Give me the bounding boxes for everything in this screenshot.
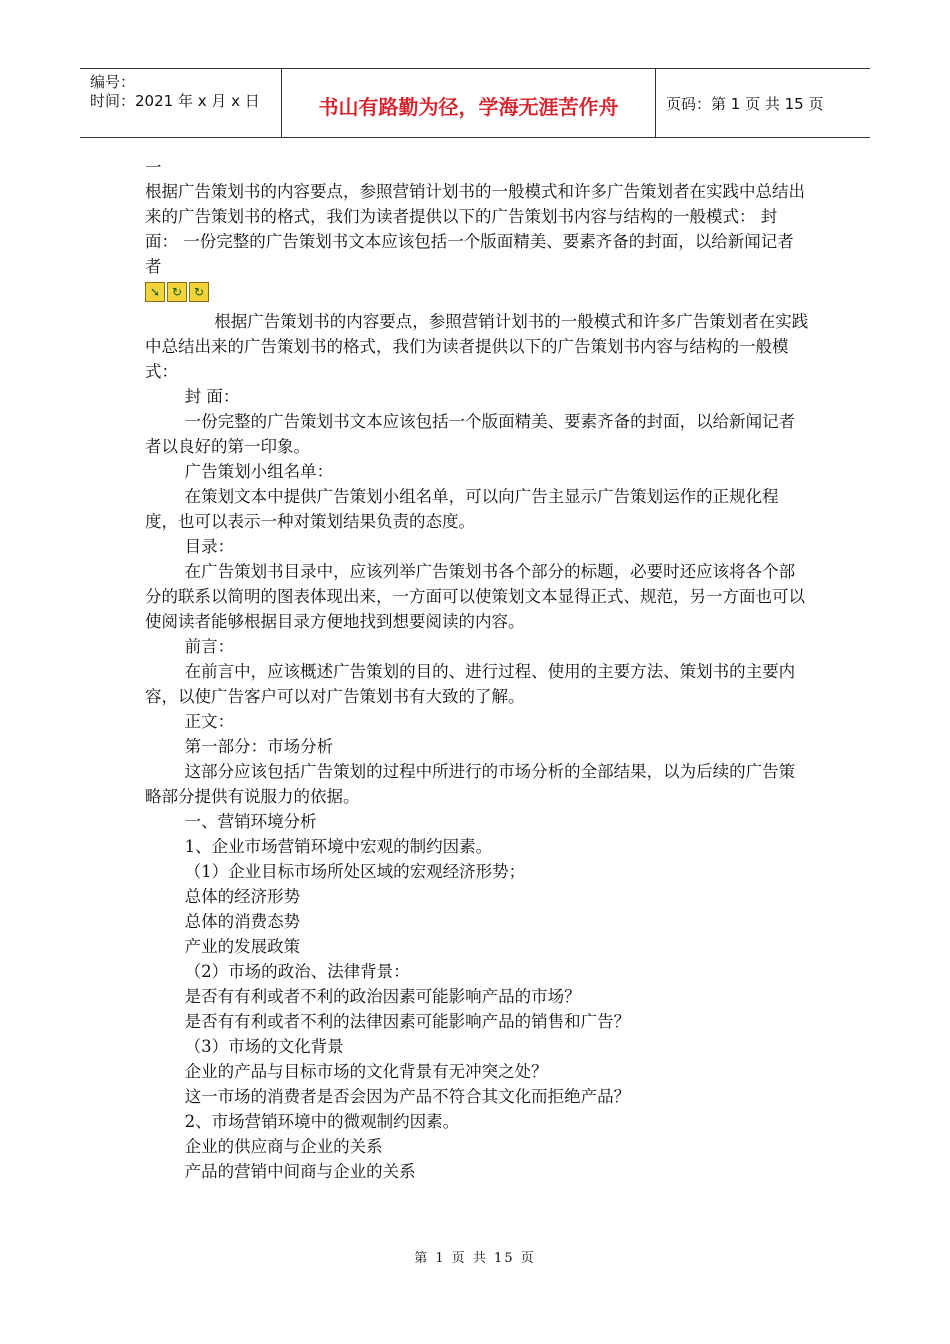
page-footer: 第 1 页 共 15 页: [414, 1251, 536, 1266]
icon-toolbar: [145, 281, 810, 303]
list-item: 这一市场的消费者是否会因为产品不符合其文化而拒绝产品？: [184, 1087, 631, 1106]
list-item: 产业的发展政策: [184, 937, 301, 956]
list-item: 一、营销环境分析: [184, 812, 317, 831]
document-time: 时间：2021 年 x 月 x 日: [90, 92, 260, 110]
paragraph-1: 根据广告策划书的内容要点，参照营销计划书的一般模式和许多广告策划者在实践中总结出来的广告策划书的格式，我们为读者提供以下的广告策划书内容与结构的一般模式：: [145, 312, 809, 381]
list-item: 企业的供应商与企业的关系: [184, 1137, 383, 1156]
list-item: 是否有有利或者不利的法律因素可能影响产品的销售和广告？: [184, 1012, 631, 1031]
arrow-icon[interactable]: ➘: [145, 282, 165, 302]
document-body: [145, 155, 810, 1184]
header-left: [90, 73, 280, 111]
part1-title: 第一部分：市场分析: [184, 737, 334, 756]
cover-text: 一份完整的广告策划书文本应该包括一个版面精美、要素齐备的封面，以给新闻记者者以良好的第一印象。: [145, 412, 796, 456]
cover-title: 封 面：: [184, 387, 240, 406]
list-item: （1）企业目标市场所处区域的宏观经济形势；: [184, 862, 526, 881]
refresh-icon[interactable]: ↻: [189, 282, 209, 302]
part1-text: 这部分应该包括广告策划的过程中所进行的市场分析的全部结果，以为后续的广告策略部分提供有说服力的依据。: [145, 762, 796, 806]
preface-text: 在前言中，应该概述广告策划的目的、进行过程、使用的主要方法、策划书的主要内容，以使广告客户可以对广告策划书有大致的了解。: [145, 662, 796, 706]
page-header: [80, 68, 870, 138]
toc-title: 目录：: [184, 537, 235, 556]
header-motto: 书山有路勤为径，学海无涯苦作舟: [318, 95, 619, 119]
dash-line: 一: [145, 158, 162, 177]
list-item: 2、市场营销环境中的微观制约因素。: [184, 1112, 460, 1131]
refresh-icon[interactable]: ↻: [167, 282, 187, 302]
list-item: 总体的经济形势: [184, 887, 301, 906]
list-item: （2）市场的政治、法律背景：: [184, 962, 410, 981]
team-text: 在策划文本中提供广告策划小组名单，可以向广告主显示广告策划运作的正规化程度，也可以表示一种对策划结果负责的态度。: [145, 487, 779, 531]
list-item: 企业的产品与目标市场的文化背景有无冲突之处？: [184, 1062, 548, 1081]
list-item: 是否有有利或者不利的政治因素可能影响产品的市场？: [184, 987, 581, 1006]
list-item: （3）市场的文化背景: [184, 1037, 344, 1056]
main-title: 正文：: [184, 712, 235, 731]
header-page-info: 页码：第 1 页 共 15 页: [666, 95, 824, 113]
team-title: 广告策划小组名单：: [184, 462, 334, 481]
header-divider-right: [655, 69, 656, 137]
document-number-label: 编号：: [90, 73, 136, 91]
list-item: 总体的消费态势: [184, 912, 301, 931]
preface-title: 前言：: [184, 637, 235, 656]
list-item: 产品的营销中间商与企业的关系: [184, 1162, 416, 1181]
list-item: 1、企业市场营销环境中宏观的制约因素。: [184, 837, 493, 856]
toc-text: 在广告策划书目录中，应该列举广告策划书各个部分的标题，必要时还应该将各个部分的联系以简明的图表体现出来，一方面可以使策划文本显得正式、规范，另一方面也可以使阅读者能够根据目录方便地找到想要阅读的内容。: [145, 562, 805, 631]
intro-paragraph: 根据广告策划书的内容要点，参照营销计划书的一般模式和许多广告策划者在实践中总结出来的广告策划书的格式，我们为读者提供以下的广告策划书内容与结构的一般模式： 封 面： 一份完整的广告策划书文本应该包括一个版面精美、要素齐备的封面，以给新闻记者者: [145, 182, 805, 276]
